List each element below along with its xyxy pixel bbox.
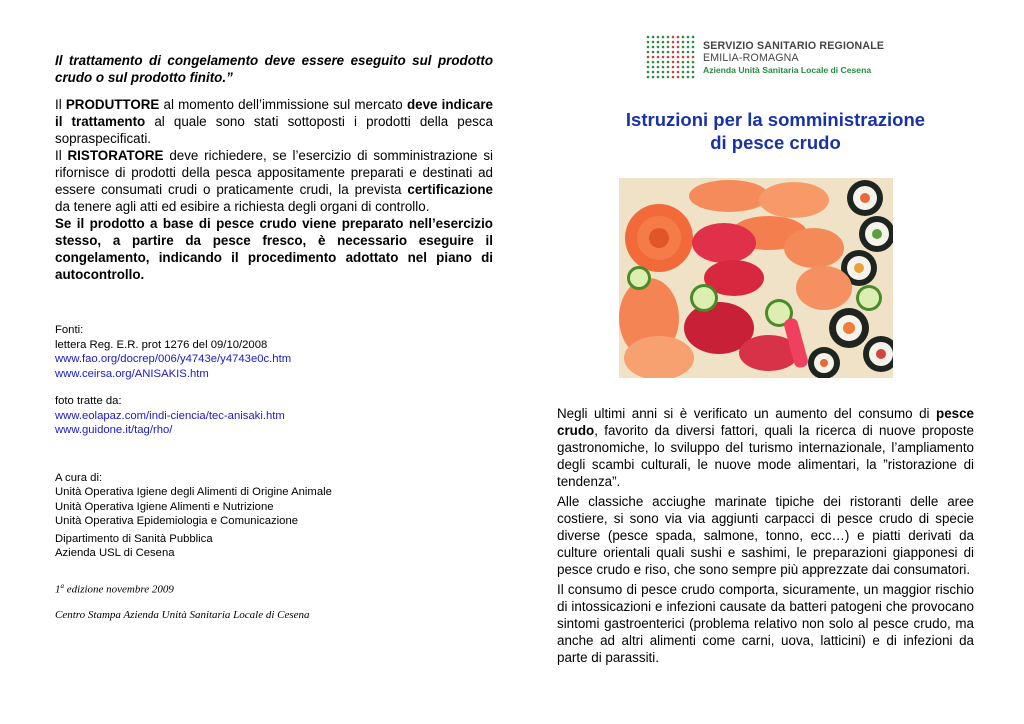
- logo-line-1: SERVIZIO SANITARIO REGIONALE: [703, 40, 885, 52]
- sushi-image-icon: [619, 178, 893, 378]
- edition-number: 1: [55, 583, 61, 596]
- photo-link-eolapaz[interactable]: www.eolapaz.com/indi-ciencia/tec-anisaki.htm: [55, 409, 285, 422]
- edited-by-section: [55, 471, 493, 529]
- logo-dot: [672, 76, 675, 79]
- logo-dot: [682, 41, 685, 44]
- logo-dot: [667, 46, 670, 49]
- logo-dot: [647, 76, 650, 79]
- logo-dot: [687, 51, 690, 54]
- logo-dot: [667, 41, 670, 44]
- page-title: [577, 108, 974, 154]
- logo-dot: [677, 41, 680, 44]
- logo-dot: [647, 46, 650, 49]
- logo-dot: [682, 46, 685, 49]
- logo-dot: [662, 46, 665, 49]
- ristoratore-term: RISTORATORE: [67, 148, 164, 163]
- edition-note: [55, 578, 493, 599]
- logo-dot: [692, 76, 695, 79]
- intro-quote: Il trattamento di congelamento deve essere eseguito sul prodotto crudo o sul prodotto finito.”: [55, 53, 493, 85]
- logo-dot: [677, 76, 680, 79]
- title-line-2: di pesce crudo: [710, 132, 841, 153]
- logo-dot: [657, 51, 660, 54]
- logo-dot: [687, 61, 690, 64]
- logo-dot: [692, 51, 695, 54]
- text: , favorito da diversi fattori, quali la ricerca di nuove proposte gastronomiche, lo sviluppo del turismo internazionale, l’ampliamento degli scambi culturali, le nuove mode alimentari, la ”ristorazione di tendenza”.: [557, 423, 974, 489]
- salmon-rose: [625, 204, 693, 272]
- logo-dot: [647, 41, 650, 44]
- logo-dot: [657, 76, 660, 79]
- logo-dot: [657, 46, 660, 49]
- logo-dot: [647, 66, 650, 69]
- edition-text: edizione novembre 2009: [64, 583, 174, 596]
- deve-indicare-emphasis: deve indicare il trattamento: [55, 97, 493, 129]
- title-line-1: Istruzioni per la somministrazione: [625, 109, 926, 130]
- logo-dot: [687, 41, 690, 44]
- department-name: Dipartimento di Sanità Pubblica: [55, 532, 213, 545]
- logo-dot: [662, 36, 665, 39]
- photo-link-guidone[interactable]: www.guidone.it/tag/rho/: [55, 424, 173, 436]
- produttore-term: PRODUTTORE: [65, 97, 160, 112]
- right-text: [557, 405, 974, 666]
- right-column: [557, 30, 974, 669]
- logo-dot: [692, 56, 695, 59]
- logo-dot: [687, 71, 690, 74]
- logo-dot: [652, 56, 655, 59]
- logo-dots-icon: [645, 34, 695, 80]
- logo-dot: [662, 51, 665, 54]
- text: Il: [55, 148, 68, 163]
- logo-line-2: EMILIA-ROMAGNA: [703, 52, 799, 64]
- logo-dot: [692, 71, 695, 74]
- unit-name: Unità Operativa Igiene Alimenti e Nutrizione: [55, 500, 274, 513]
- logo-dot: [652, 71, 655, 74]
- logo-text: [703, 40, 884, 76]
- logo-dot: [687, 46, 690, 49]
- text: da tenere agli atti ed esibire a richiesta degli organi di controllo.: [55, 199, 430, 214]
- logo-dot: [657, 61, 660, 64]
- logo-dot: [657, 41, 660, 44]
- logo-dot: [682, 51, 685, 54]
- logo-dot: [677, 36, 680, 39]
- logo-dot: [652, 66, 655, 69]
- text: Il: [55, 97, 66, 112]
- logo-dot: [682, 36, 685, 39]
- logo-dot: [682, 56, 685, 59]
- unit-name: Unità Operativa Epidemiologia e Comunicazione: [55, 515, 299, 527]
- logo-dot: [672, 51, 675, 54]
- logo-dot: [687, 56, 690, 59]
- logo-dot: [652, 76, 655, 79]
- intro-paragraph: [557, 405, 974, 490]
- logo-dot: [662, 41, 665, 44]
- logo-dot: [652, 51, 655, 54]
- logo-dot: [662, 76, 665, 79]
- logo-dot: [647, 56, 650, 59]
- logo-dot: [652, 36, 655, 39]
- text: deve richiedere, se l’esercizio di somministrazione si rifornisce di prodotti della pesca appositamente preparati e destinati ad essere consumati crudi o praticamente crudi, la prevista: [55, 148, 493, 197]
- logo-dot: [682, 76, 685, 79]
- logo-dot: [667, 51, 670, 54]
- logo: [645, 30, 974, 88]
- photo-credits-label: foto tratte da:: [55, 395, 122, 407]
- logo-dot: [672, 41, 675, 44]
- logo-dot: [682, 61, 685, 64]
- logo-dot: [647, 61, 650, 64]
- ristoratore-paragraph: [55, 147, 493, 215]
- photo-credits-section: [55, 394, 493, 438]
- logo-dot: [677, 61, 680, 64]
- risk-paragraph: Il consumo di pesce crudo comporta, sicuramente, un maggior rischio di intossicazioni e infezioni causate da batteri patogeni che provocano sintomi gastroenterici (problema relativo non solo al pesce crudo, ma anche ad altri alimenti come carni, uova, latticini) e di infezioni da parte di parassiti.: [557, 582, 974, 665]
- logo-dot: [672, 36, 675, 39]
- sushi-photo: [619, 178, 893, 378]
- logo-dot: [667, 66, 670, 69]
- logo-dot: [687, 66, 690, 69]
- logo-dot: [657, 71, 660, 74]
- edited-by-label: A cura di:: [55, 471, 103, 484]
- logo-dot: [662, 66, 665, 69]
- text: Negli ultimi anni si è verificato un aumento del consumo di: [557, 406, 937, 421]
- text: al momento dell’immissione sul mercato: [159, 97, 407, 112]
- logo-dot: [692, 41, 695, 44]
- logo-dot: [667, 76, 670, 79]
- logo-dot: [647, 51, 650, 54]
- logo-dot: [652, 46, 655, 49]
- source-link-fao[interactable]: www.fao.org/docrep/006/y4743e/y4743e0c.htm: [55, 353, 292, 365]
- logo-dot: [672, 46, 675, 49]
- logo-dot: [692, 61, 695, 64]
- logo-dot: [677, 46, 680, 49]
- text: al quale sono stati sottoposti i prodotti della pesca sopraspecificati.: [55, 114, 493, 146]
- print-center: Centro Stampa Azienda Unità Sanitaria Locale di Cesena: [55, 609, 310, 622]
- agency-name: Azienda USL di Cesena: [55, 547, 175, 559]
- logo-dot: [677, 66, 680, 69]
- logo-dot: [677, 71, 680, 74]
- logo-dot: [682, 66, 685, 69]
- logo-dot: [677, 51, 680, 54]
- produttore-paragraph: [55, 96, 493, 147]
- logo-dot: [692, 66, 695, 69]
- logo-dot: [652, 61, 655, 64]
- edition-superscript: a: [60, 581, 64, 590]
- logo-dot: [662, 71, 665, 74]
- logo-dot: [667, 36, 670, 39]
- sources-label: Fonti:: [55, 324, 84, 336]
- classic-dishes-paragraph: Alle classiche acciughe marinate tipiche dei ristoranti delle aree costiere, si sono via via aggiunti carpacci di pesce crudo di specie diverse (pesce spada, salmone, tonno, ecc…) e piatti derivati da culture orientali quali sushi e sashimi, le preparazioni giapponesi di pesce crudo e riso, che sono sempre più apprezzate dai consumatori.: [557, 494, 974, 577]
- logo-dot: [687, 36, 690, 39]
- pesce-crudo-paragraph: Se il prodotto a base di pesce crudo viene preparato nell’esercizio stesso, a partire da pesce fresco, è necessario eseguire il congelamento, indicando il procedimento adottato nel piano di autocontrollo.: [55, 216, 493, 282]
- logo-dot: [647, 36, 650, 39]
- certificazione-term: certificazione: [407, 182, 493, 197]
- logo-dot: [652, 41, 655, 44]
- logo-dot: [687, 76, 690, 79]
- logo-dot: [647, 71, 650, 74]
- logo-dot: [692, 36, 695, 39]
- logo-dot: [667, 71, 670, 74]
- source-letter: lettera Reg. E.R. prot 1276 del 09/10/2008: [55, 338, 268, 351]
- department-section: [55, 532, 493, 561]
- logo-dot: [667, 61, 670, 64]
- left-column: [55, 52, 493, 624]
- logo-dot: [667, 56, 670, 59]
- logo-dot: [657, 36, 660, 39]
- logo-dot: [682, 71, 685, 74]
- logo-dot: [657, 66, 660, 69]
- source-link-ceirsa[interactable]: www.ceirsa.org/ANISAKIS.htm: [55, 367, 209, 380]
- logo-dot: [672, 66, 675, 69]
- logo-dot: [662, 56, 665, 59]
- logo-dot: [692, 46, 695, 49]
- logo-dot: [677, 56, 680, 59]
- logo-dot: [672, 71, 675, 74]
- logo-line-3: Azienda Unità Sanitaria Locale di Cesena: [703, 65, 872, 75]
- unit-name: Unità Operativa Igiene degli Alimenti di Origine Animale: [55, 486, 332, 498]
- logo-dot: [672, 61, 675, 64]
- pesce-crudo-term: pesce crudo: [557, 406, 974, 438]
- sources-section: [55, 323, 493, 381]
- logo-dot: [662, 61, 665, 64]
- logo-dot: [657, 56, 660, 59]
- logo-dot: [672, 56, 675, 59]
